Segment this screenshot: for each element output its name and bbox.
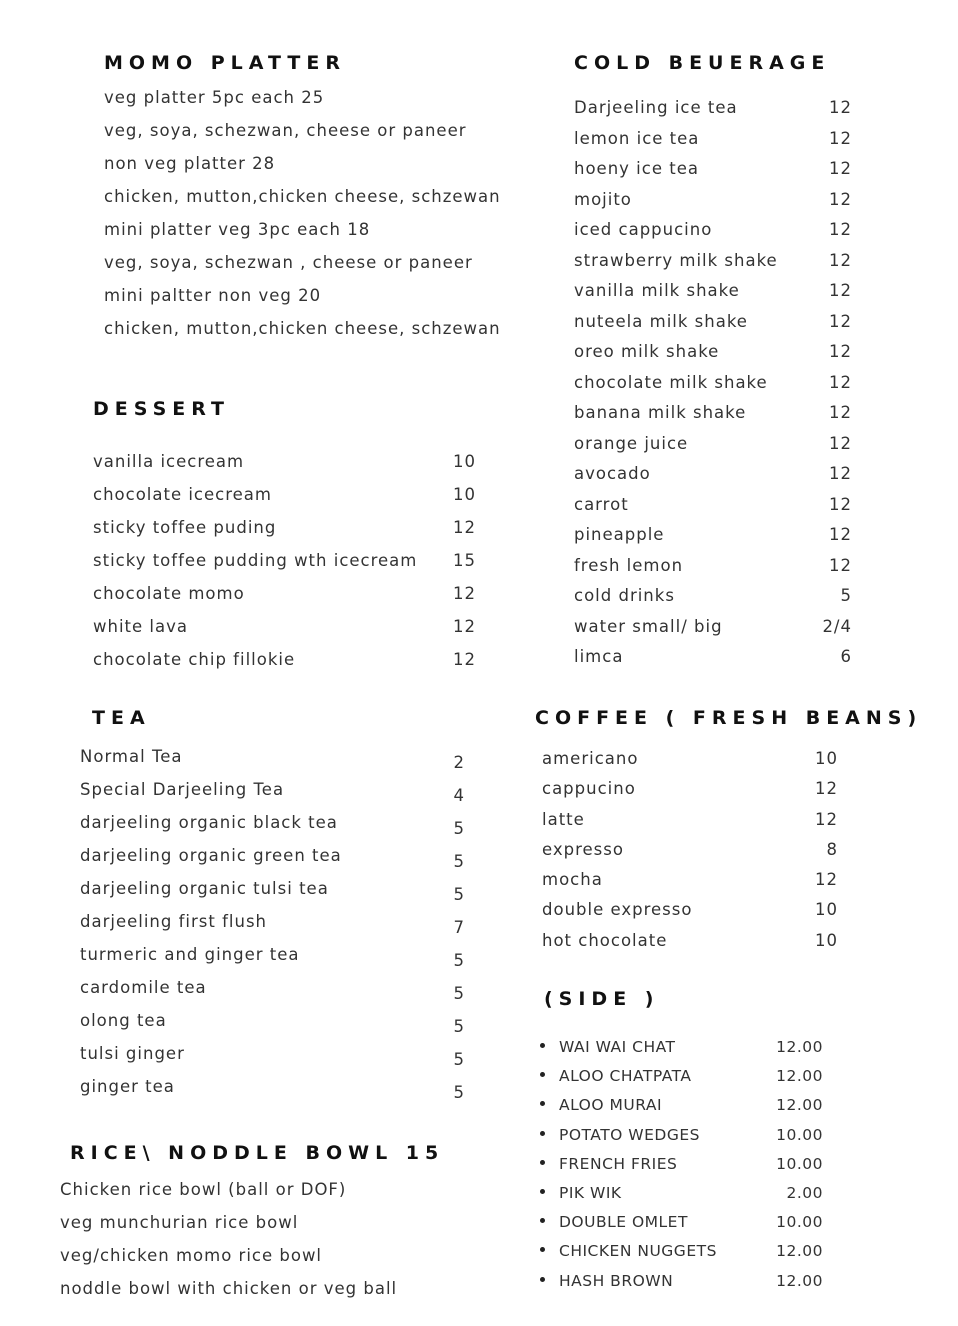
menu-line: noddle bowl with chicken or veg ball <box>60 1279 398 1298</box>
menu-item <box>80 1044 465 1077</box>
item-name: lemon ice tea <box>574 128 700 148</box>
menu-item <box>542 779 838 809</box>
item-name: Special Darjeeling Tea <box>80 780 285 799</box>
item-name: ALOO CHATPATA <box>559 1067 692 1086</box>
item-name: chocolate icecream <box>93 485 272 504</box>
menu-item <box>574 525 852 556</box>
item-price: 12 <box>829 555 852 575</box>
bullet-icon <box>540 1043 545 1048</box>
menu-item <box>80 747 465 780</box>
item-name: vanilla icecream <box>93 452 245 471</box>
item-price: 10.00 <box>776 1154 823 1173</box>
side-item <box>540 1038 823 1067</box>
item-name: Darjeeling ice tea <box>574 98 738 117</box>
item-price: 12 <box>815 870 838 890</box>
tea-section <box>80 707 465 1110</box>
item-name: HASH BROWN <box>559 1271 674 1290</box>
menu-line: mini platter veg 3pc each 18 <box>104 220 371 239</box>
section-heading: TEA <box>92 707 151 729</box>
menu-item <box>80 978 465 1011</box>
item-price: 12 <box>453 584 476 603</box>
rice-bowl-section <box>60 1142 470 1312</box>
menu-item <box>80 813 465 846</box>
item-price: 5 <box>453 1083 465 1102</box>
item-price: 7 <box>453 918 465 937</box>
menu-item <box>574 586 852 617</box>
item-name: water small/ big <box>574 616 723 636</box>
menu-item <box>542 900 838 930</box>
item-name: WAI WAI CHAT <box>559 1038 676 1056</box>
menu-item <box>574 251 852 282</box>
side-item <box>540 1067 823 1096</box>
item-price: 10 <box>453 485 476 504</box>
side-item <box>540 1126 823 1155</box>
item-name: banana milk shake <box>574 403 747 422</box>
item-name: PIK WIK <box>559 1183 622 1202</box>
item-name: cardomile tea <box>80 978 207 997</box>
item-price: 12 <box>829 494 852 514</box>
item-price: 5 <box>453 819 465 838</box>
bullet-icon <box>540 1277 545 1282</box>
item-name: olong tea <box>80 1011 167 1030</box>
item-name: tulsi ginger <box>80 1044 185 1063</box>
menu-item <box>574 403 852 434</box>
item-price: 12.00 <box>776 1096 823 1115</box>
item-price: 12 <box>829 98 852 117</box>
item-name: white lava <box>93 617 188 636</box>
item-name: pineapple <box>574 525 665 544</box>
menu-item <box>80 780 465 813</box>
item-price: 12 <box>453 650 476 669</box>
item-name: limca <box>574 647 624 666</box>
item-price: 2/4 <box>822 616 852 636</box>
item-name: iced cappucino <box>574 220 713 239</box>
item-name: darjeeling first flush <box>80 912 267 931</box>
menu-item <box>574 98 852 129</box>
bullet-icon <box>540 1101 545 1106</box>
menu-line: veg/chicken momo rice bowl <box>60 1246 323 1265</box>
item-name: strawberry milk shake <box>574 250 778 270</box>
menu-item <box>542 840 838 870</box>
menu-item <box>574 556 852 587</box>
bullet-icon <box>540 1160 545 1165</box>
menu-item <box>542 810 838 840</box>
item-price: 5 <box>453 852 465 871</box>
menu-line: Chicken rice bowl (ball or DOF) <box>60 1180 347 1199</box>
item-price: 12.00 <box>776 1067 823 1086</box>
item-price: 2 <box>453 753 465 772</box>
item-name: turmeric and ginger tea <box>80 945 300 964</box>
item-price: 10.00 <box>776 1213 823 1232</box>
side-item <box>540 1213 823 1242</box>
menu-item <box>574 312 852 343</box>
menu-item <box>93 617 476 650</box>
menu-line: veg, soya, schezwan , cheese or paneer <box>104 253 473 272</box>
item-price: 12 <box>829 403 852 422</box>
menu-item <box>574 495 852 526</box>
item-name: orange juice <box>574 433 689 453</box>
item-name: ALOO MURAI <box>559 1096 663 1115</box>
coffee-section <box>535 707 935 961</box>
item-price: 10 <box>815 900 838 920</box>
item-price: 12.00 <box>776 1242 823 1261</box>
item-price: 12 <box>829 189 852 209</box>
menu-item <box>574 373 852 404</box>
item-price: 12 <box>829 311 852 331</box>
section-heading: COFFEE ( FRESH BEANS) <box>535 707 923 729</box>
item-price: 12 <box>829 372 852 392</box>
item-price: 12.00 <box>776 1271 823 1290</box>
bullet-icon <box>540 1218 545 1223</box>
item-price: 12 <box>453 617 476 636</box>
menu-item <box>80 1077 465 1110</box>
item-name: double expresso <box>542 900 693 920</box>
side-item <box>540 1096 823 1125</box>
item-price: 12 <box>815 809 838 829</box>
item-name: hoeny ice tea <box>574 159 699 178</box>
menu-item <box>93 485 476 518</box>
menu-item <box>542 931 838 961</box>
item-name: sticky toffee puding <box>93 518 277 537</box>
menu-line: chicken, mutton,chicken cheese, schzewan <box>104 187 501 206</box>
menu-line: non veg platter 28 <box>104 154 276 173</box>
item-price: 10 <box>453 452 476 471</box>
menu-item <box>574 190 852 221</box>
bullet-icon <box>540 1247 545 1252</box>
item-name: darjeeling organic green tea <box>80 846 342 865</box>
section-heading: RICE\ NODDLE BOWL 15 <box>70 1142 445 1164</box>
item-name: avocado <box>574 464 651 483</box>
side-item <box>540 1242 823 1271</box>
bullet-icon <box>540 1072 545 1077</box>
item-name: oreo milk shake <box>574 342 720 361</box>
menu-item <box>574 281 852 312</box>
item-name: DOUBLE OMLET <box>559 1213 688 1232</box>
item-price: 12 <box>829 159 852 178</box>
menu-item <box>80 1011 465 1044</box>
side-section <box>540 988 823 1301</box>
item-name: chocolate momo <box>93 584 245 603</box>
menu-item <box>93 452 476 485</box>
menu-line: veg munchurian rice bowl <box>60 1213 299 1232</box>
menu-item <box>93 551 476 584</box>
menu-item <box>80 945 465 978</box>
item-price: 12 <box>829 525 852 544</box>
menu-item <box>574 434 852 465</box>
item-price: 12 <box>453 518 476 537</box>
item-price: 6 <box>840 647 852 666</box>
item-price: 12 <box>829 281 852 300</box>
menu-item <box>574 617 852 648</box>
item-name: nuteela milk shake <box>574 311 748 331</box>
item-name: chocolate chip fillokie <box>93 650 296 669</box>
item-price: 12 <box>829 464 852 483</box>
menu-item <box>542 749 838 779</box>
item-name: POTATO WEDGES <box>559 1125 701 1144</box>
side-item <box>540 1155 823 1184</box>
menu-item <box>93 650 476 683</box>
bullet-icon <box>540 1189 545 1194</box>
item-name: sticky toffee pudding wth icecream <box>93 551 418 570</box>
menu-item <box>93 518 476 551</box>
item-price: 12 <box>829 250 852 270</box>
item-price: 8 <box>826 839 838 859</box>
item-name: CHICKEN NUGGETS <box>559 1242 717 1261</box>
menu-item <box>80 912 465 945</box>
item-name: chocolate milk shake <box>574 372 768 392</box>
bullet-icon <box>540 1131 545 1136</box>
menu-line: chicken, mutton,chicken cheese, schzewan <box>104 319 501 338</box>
menu-item <box>80 879 465 912</box>
dessert-section <box>93 398 476 683</box>
menu-item <box>93 584 476 617</box>
item-name: mojito <box>574 189 632 209</box>
item-price: 15 <box>453 551 476 570</box>
item-price: 4 <box>453 786 465 805</box>
menu-line: veg platter 5pc each 25 <box>104 88 325 107</box>
item-name: cappucino <box>542 779 636 799</box>
menu-item <box>574 129 852 160</box>
menu-item <box>574 159 852 190</box>
item-name: hot chocolate <box>542 930 668 950</box>
item-name: fresh lemon <box>574 555 684 575</box>
item-name: vanilla milk shake <box>574 281 740 300</box>
momo-platter-section <box>104 52 504 352</box>
menu-item <box>574 464 852 495</box>
menu-item <box>542 870 838 900</box>
item-name: darjeeling organic black tea <box>80 813 338 832</box>
item-name: americano <box>542 749 639 768</box>
item-price: 5 <box>453 1017 465 1036</box>
menu-line: mini paltter non veg 20 <box>104 286 322 305</box>
item-name: expresso <box>542 839 624 859</box>
section-heading: MOMO PLATTER <box>104 52 346 74</box>
item-name: carrot <box>574 494 629 514</box>
item-price: 12 <box>829 342 852 361</box>
item-price: 12 <box>829 128 852 148</box>
section-heading: DESSERT <box>93 398 230 420</box>
item-price: 12 <box>829 220 852 239</box>
cold-beverage-section <box>574 52 852 678</box>
item-price: 10 <box>815 749 838 768</box>
item-price: 2.00 <box>786 1183 823 1202</box>
item-name: FRENCH FRIES <box>559 1154 678 1173</box>
item-price: 12 <box>815 779 838 799</box>
side-item <box>540 1184 823 1213</box>
menu-item <box>574 342 852 373</box>
section-heading: (SIDE ) <box>544 988 660 1010</box>
item-name: latte <box>542 809 585 829</box>
item-name: ginger tea <box>80 1077 175 1096</box>
item-price: 10.00 <box>776 1125 823 1144</box>
item-price: 10 <box>815 930 838 950</box>
item-price: 5 <box>453 1050 465 1069</box>
item-price: 12.00 <box>776 1038 823 1056</box>
section-heading: COLD BEUERAGE <box>574 52 831 74</box>
item-price: 5 <box>453 951 465 970</box>
item-price: 5 <box>453 885 465 904</box>
menu-line: veg, soya, schezwan, cheese or paneer <box>104 121 467 140</box>
item-name: cold drinks <box>574 586 675 605</box>
menu-item <box>80 846 465 879</box>
item-name: mocha <box>542 870 603 890</box>
item-name: Normal Tea <box>80 747 183 766</box>
side-item <box>540 1272 823 1301</box>
menu-item <box>574 220 852 251</box>
item-price: 5 <box>840 586 852 605</box>
menu-item <box>574 647 852 678</box>
item-price: 5 <box>453 984 465 1003</box>
item-price: 12 <box>829 433 852 453</box>
item-name: darjeeling organic tulsi tea <box>80 879 329 898</box>
